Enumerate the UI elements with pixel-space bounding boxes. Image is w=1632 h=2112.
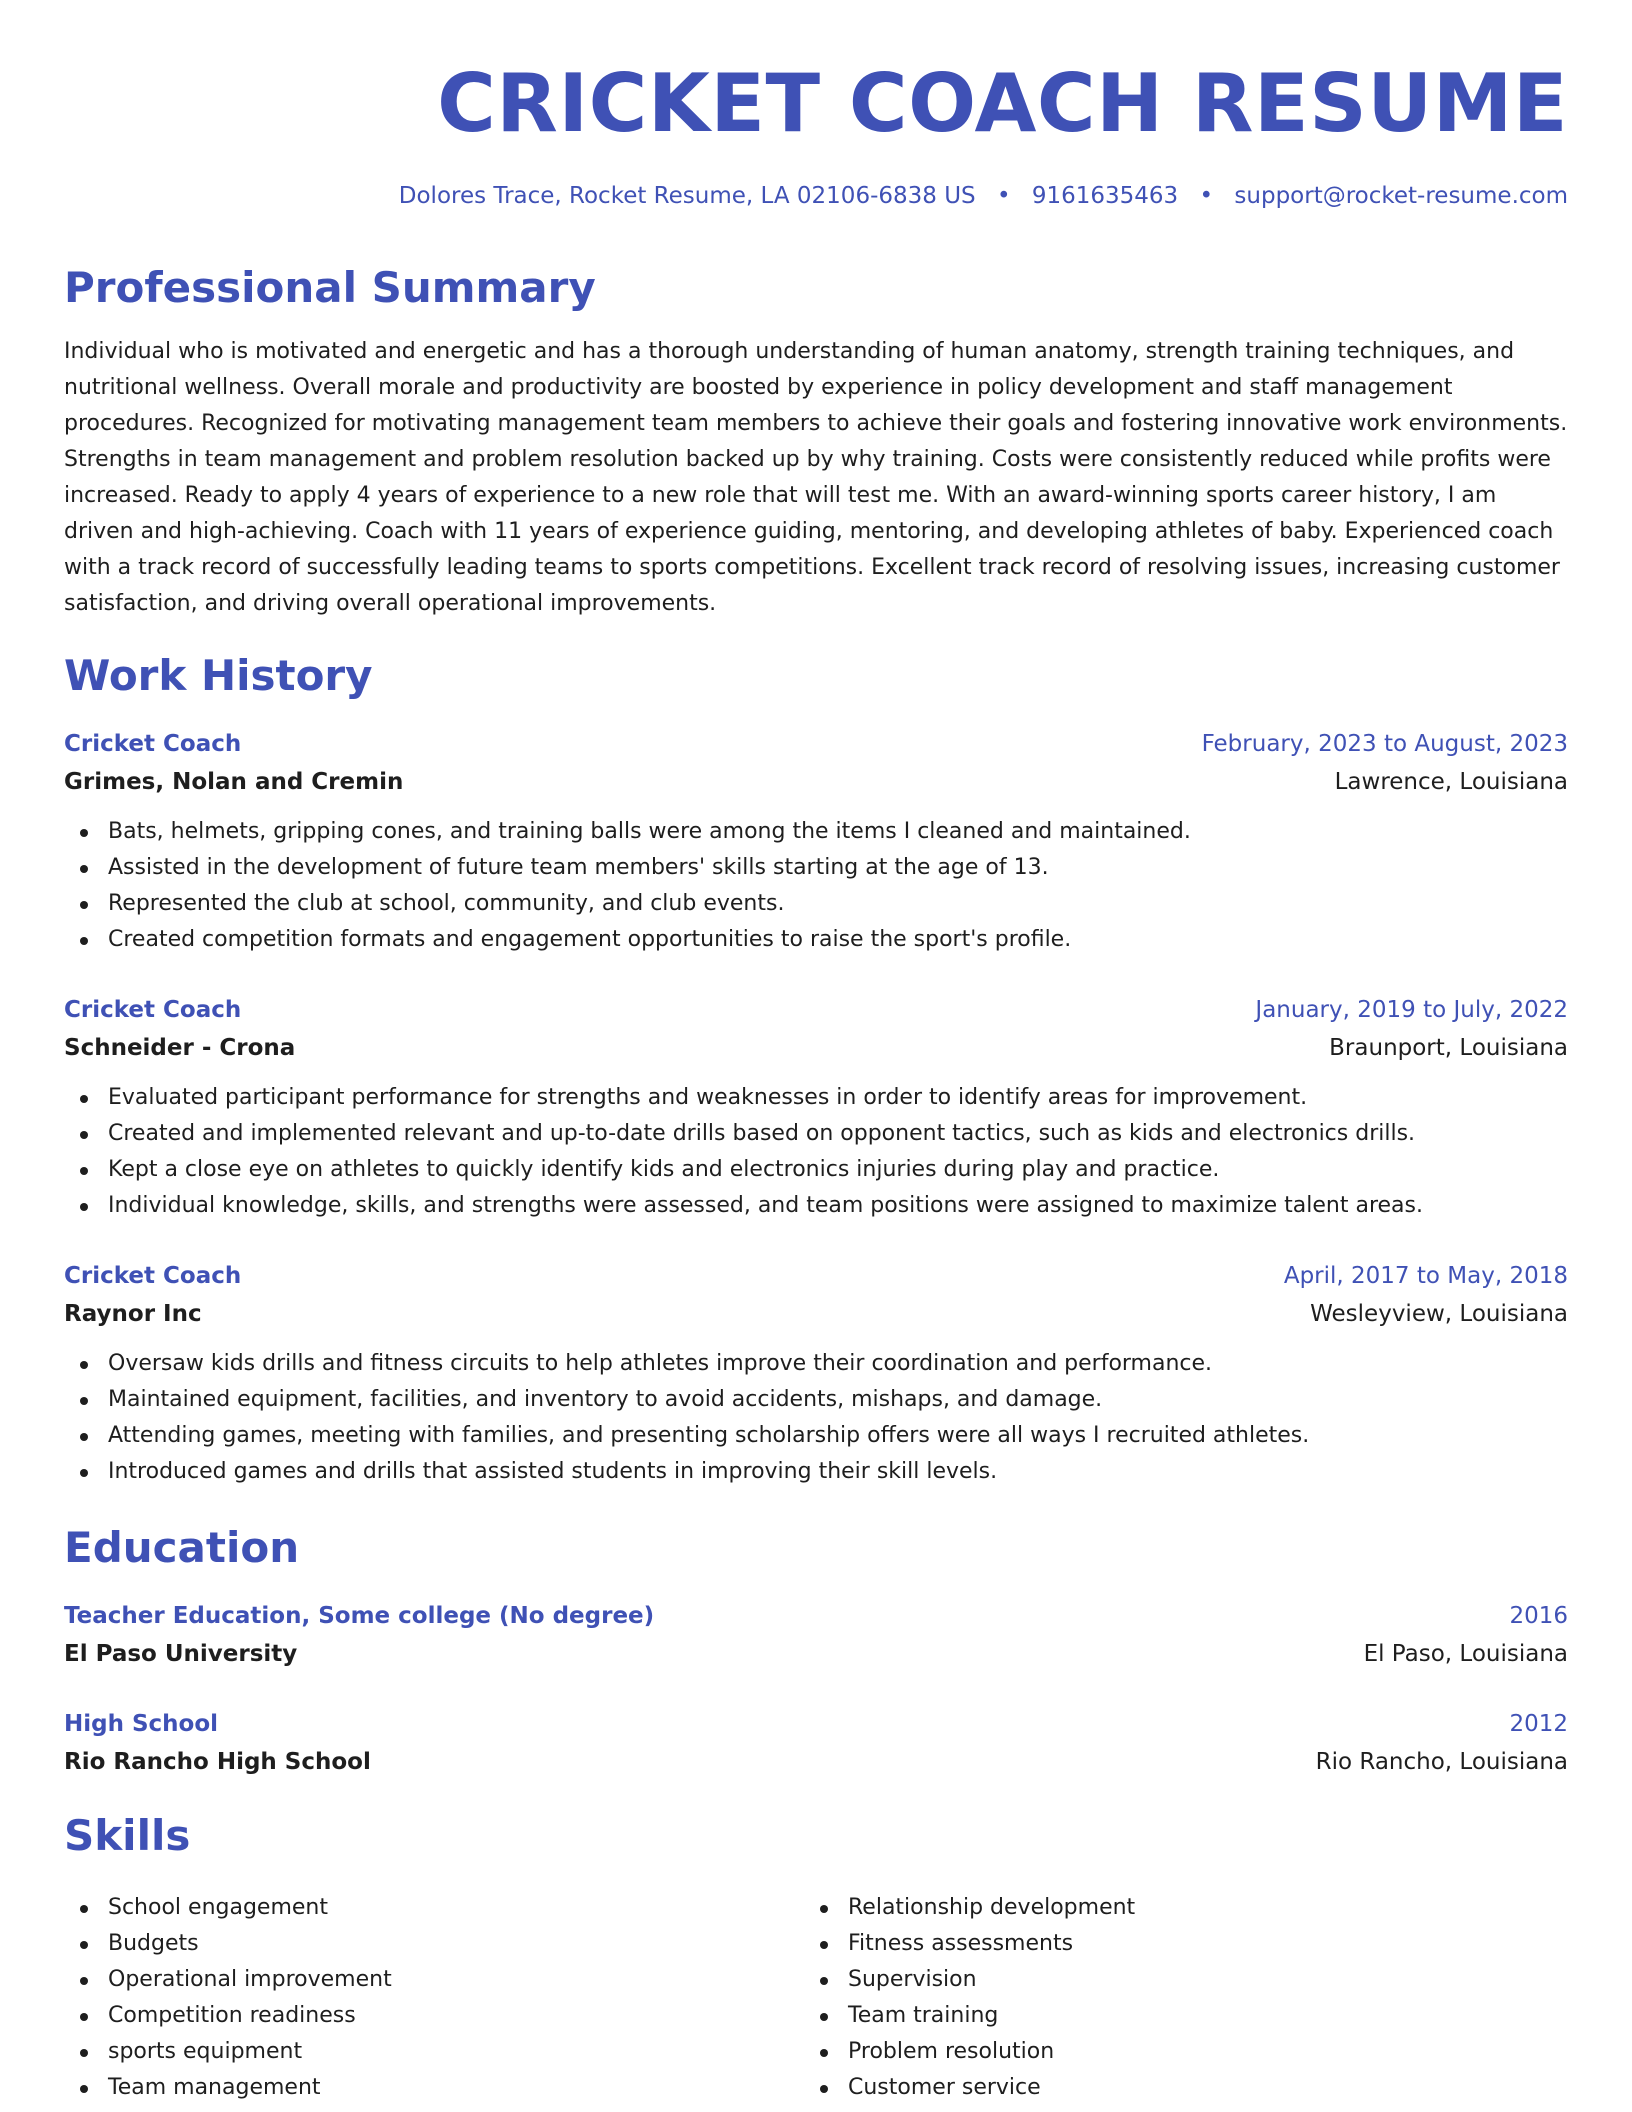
contact-line — [64, 178, 1568, 214]
job-duty: Evaluated participant performance for strengths and weaknesses in order to identify areas for improvement. — [64, 1080, 1568, 1116]
education-location: Rio Rancho, Louisiana — [1315, 1749, 1568, 1775]
skill-item: Operational improvement — [64, 1962, 804, 1998]
job-entry — [64, 1258, 1568, 1490]
job-location: Lawrence, Louisiana — [1334, 769, 1568, 795]
skills-heading: Skills — [64, 1811, 191, 1860]
education-degree: Teacher Education, Some college (No degree) — [64, 1603, 655, 1629]
education-school: El Paso University — [64, 1641, 298, 1667]
skill-item: Fitness assessments — [804, 1926, 1544, 1962]
contact-separator: • — [1199, 183, 1214, 209]
job-duties-list — [64, 1346, 1568, 1490]
job-duties-list — [64, 814, 1568, 958]
skill-item: School engagement — [64, 1890, 804, 1926]
skill-item: Problem resolution — [804, 2034, 1544, 2070]
contact-email: support@rocket-resume.com — [1234, 183, 1568, 209]
job-company: Schneider - Crona — [64, 1035, 296, 1061]
education-location: El Paso, Louisiana — [1363, 1641, 1568, 1667]
skill-item: sports equipment — [64, 2034, 804, 2070]
education-entry — [64, 1598, 1568, 1674]
education-school: Rio Rancho High School — [64, 1749, 371, 1775]
job-entry — [64, 726, 1568, 958]
skill-item: Budgets — [64, 1926, 804, 1962]
job-dates: February, 2023 to August, 2023 — [1201, 731, 1568, 757]
job-location: Braunport, Louisiana — [1329, 1035, 1568, 1061]
skills-list-right — [804, 1890, 1544, 2106]
job-duty: Kept a close eye on athletes to quickly identify kids and electronics injuries during play and practice. — [64, 1152, 1568, 1188]
skill-item: Customer service — [804, 2070, 1544, 2106]
job-header-row — [64, 992, 1568, 1028]
contact-phone: 9161635463 — [1031, 183, 1179, 209]
job-role: Cricket Coach — [64, 997, 242, 1023]
job-location: Wesleyview, Louisiana — [1310, 1301, 1568, 1327]
skill-item: Relationship development — [804, 1890, 1544, 1926]
education-school-row — [64, 1742, 1568, 1782]
job-duties-list — [64, 1080, 1568, 1224]
summary-heading: Professional Summary — [64, 263, 596, 312]
contact-address: Dolores Trace, Rocket Resume, LA 02106-6838 US — [398, 183, 976, 209]
resume-title: CRICKET COACH RESUME — [437, 57, 1568, 150]
job-role: Cricket Coach — [64, 731, 242, 757]
work-history-heading: Work History — [64, 651, 373, 700]
contact-separator: • — [996, 183, 1011, 209]
job-company: Grimes, Nolan and Cremin — [64, 769, 404, 795]
job-company-row — [64, 1028, 1568, 1068]
job-duty: Oversaw kids drills and fitness circuits to help athletes improve their coordination and performance. — [64, 1346, 1568, 1382]
job-dates: April, 2017 to May, 2018 — [1283, 1263, 1568, 1289]
job-dates: January, 2019 to July, 2022 — [1255, 997, 1568, 1023]
job-duty: Represented the club at school, community, and club events. — [64, 886, 1568, 922]
education-degree: High School — [64, 1711, 219, 1737]
job-duty: Individual knowledge, skills, and strengths were assessed, and team positions were assigned to maximize talent areas. — [64, 1188, 1568, 1224]
education-year: 2012 — [1509, 1711, 1568, 1737]
job-duty: Attending games, meeting with families, and presenting scholarship offers were all ways I recruited athletes. — [64, 1418, 1568, 1454]
education-year: 2016 — [1509, 1603, 1568, 1629]
job-duty: Created and implemented relevant and up-to-date drills based on opponent tactics, such as kids and electronics drills. — [64, 1116, 1568, 1152]
skill-item: Supervision — [804, 1962, 1544, 1998]
skill-item: Team management — [64, 2070, 804, 2106]
job-duty: Introduced games and drills that assisted students in improving their skill levels. — [64, 1454, 1568, 1490]
education-header-row — [64, 1706, 1568, 1742]
skills-columns — [64, 1878, 1568, 2106]
summary-text: Individual who is motivated and energetic and has a thorough understanding of human anatomy, strength training techniques, and nutritional wellness. Overall morale and productivity are boosted by experience in policy development and staff management procedures. Recognized for motivating management team members to achieve their goals and fostering innovative work environments. Strengths in team management and problem resolution backed up by why training. Costs were consistently reduced while profits were increased. Ready to apply 4 years of experience to a new role that will test me. With an award-winning sports career history, I am driven and high-achieving. Coach with 11 years of experience guiding, mentoring, and developing athletes of baby. Experienced coach with a track record of successfully leading teams to sports competitions. Excellent track record of resolving issues, increasing customer satisfaction, and driving overall operational improvements. — [64, 339, 1568, 616]
job-company: Raynor Inc — [64, 1301, 202, 1327]
skill-item: Team training — [804, 1998, 1544, 2034]
job-header-row — [64, 726, 1568, 762]
skill-item: Competition readiness — [64, 1998, 804, 2034]
job-role: Cricket Coach — [64, 1263, 242, 1289]
job-entry — [64, 992, 1568, 1224]
job-company-row — [64, 762, 1568, 802]
education-school-row — [64, 1634, 1568, 1674]
job-duty: Bats, helmets, gripping cones, and training balls were among the items I cleaned and maintained. — [64, 814, 1568, 850]
job-header-row — [64, 1258, 1568, 1294]
job-company-row — [64, 1294, 1568, 1334]
job-duty: Assisted in the development of future team members' skills starting at the age of 13. — [64, 850, 1568, 886]
education-entry — [64, 1706, 1568, 1782]
job-duty: Maintained equipment, facilities, and inventory to avoid accidents, mishaps, and damage. — [64, 1382, 1568, 1418]
education-header-row — [64, 1598, 1568, 1634]
skills-list-left — [64, 1890, 804, 2106]
education-heading: Education — [64, 1523, 300, 1572]
job-duty: Created competition formats and engagement opportunities to raise the sport's profile. — [64, 922, 1568, 958]
